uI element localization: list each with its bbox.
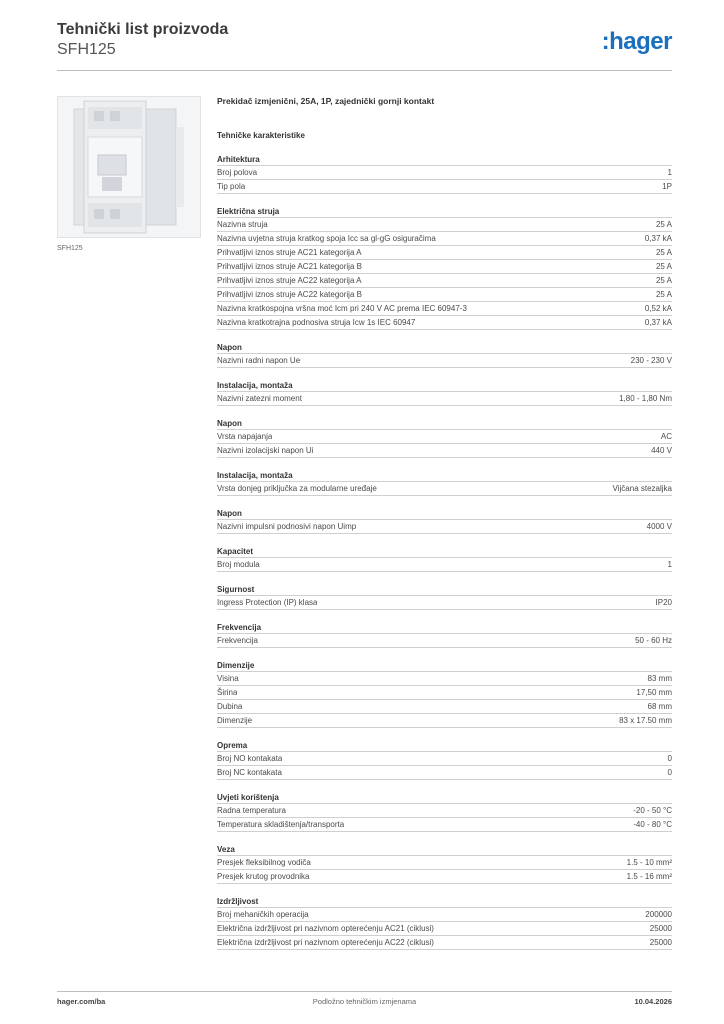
spec-label: Nazivni radni napon Ue (217, 356, 301, 365)
spec-section (217, 739, 672, 780)
section-title: Izdržljivost (217, 895, 672, 908)
spec-row (217, 260, 672, 274)
spec-label: Temperatura skladištenja/transporta (217, 820, 345, 829)
spec-value: 68 mm (647, 702, 672, 711)
section-title: Električna struja (217, 205, 672, 218)
spec-row (217, 596, 672, 610)
spec-label: Broj NC kontakata (217, 768, 282, 777)
spec-row (217, 354, 672, 368)
spec-value: 25000 (649, 924, 672, 933)
specification-panel (217, 96, 672, 961)
section-title: Instalacija, montaža (217, 469, 672, 482)
spec-value: 1,80 - 1,80 Nm (619, 394, 672, 403)
spec-label: Broj NO kontakata (217, 754, 283, 763)
footer-divider (57, 991, 672, 992)
spec-label: Broj modula (217, 560, 260, 569)
spec-value: 25 A (655, 220, 672, 229)
footer-website[interactable]: hager.com/ba (57, 997, 106, 1006)
product-code: SFH125 (57, 41, 116, 58)
spec-label: Visina (217, 674, 239, 683)
spec-row (217, 766, 672, 780)
spec-row (217, 302, 672, 316)
section-title: Frekvencija (217, 621, 672, 634)
spec-row (217, 166, 672, 180)
spec-value: 25 A (655, 276, 672, 285)
header-divider (57, 70, 672, 71)
spec-section (217, 621, 672, 648)
spec-row (217, 700, 672, 714)
spec-label: Prihvatljivi iznos struje AC21 kategorija A (217, 248, 362, 257)
spec-row (217, 218, 672, 232)
spec-row (217, 430, 672, 444)
spec-label: Nazivna struja (217, 220, 268, 229)
spec-label: Nazivni zatezni moment (217, 394, 302, 403)
spec-value: 50 - 60 Hz (635, 636, 672, 645)
spec-value: 4000 V (646, 522, 672, 531)
spec-row (217, 482, 672, 496)
product-image (57, 96, 201, 238)
spec-label: Dimenzije (217, 716, 253, 725)
spec-row (217, 922, 672, 936)
specification-sections (217, 153, 672, 950)
spec-value: 17,50 mm (636, 688, 672, 697)
spec-label: Broj polova (217, 168, 258, 177)
spec-section (217, 843, 672, 884)
spec-row (217, 870, 672, 884)
spec-row (217, 316, 672, 330)
spec-label: Nazivna kratkotrajna podnosiva struja Icw 1s IEC 60947 (217, 318, 416, 327)
spec-value: 1P (662, 182, 672, 191)
spec-row (217, 246, 672, 260)
spec-label: Broj mehaničkih operacija (217, 910, 309, 919)
spec-section (217, 659, 672, 728)
spec-value: 0 (667, 768, 672, 777)
spec-row (217, 274, 672, 288)
spec-label: Širina (217, 688, 238, 697)
section-title: Arhitektura (217, 153, 672, 166)
spec-label: Prihvatljivi iznos struje AC21 kategorija B (217, 262, 362, 271)
spec-row (217, 520, 672, 534)
spec-value: 1.5 - 16 mm² (626, 872, 672, 881)
logo-prefix: : (601, 28, 610, 55)
spec-row (217, 714, 672, 728)
spec-label: Presjek krutog provodnika (217, 872, 310, 881)
spec-row (217, 804, 672, 818)
spec-label: Nazivna kratkospojna vršna moć Icm pri 240 V AC prema IEC 60947-3 (217, 304, 467, 313)
spec-value: 25 A (655, 262, 672, 271)
spec-section (217, 895, 672, 950)
spec-label: Nazivni impulsni podnosivi napon Uimp (217, 522, 357, 531)
spec-section (217, 507, 672, 534)
page-header (57, 20, 672, 70)
technical-characteristics-heading: Tehničke karakteristike (217, 131, 305, 140)
spec-label: Tip pola (217, 182, 246, 191)
spec-value: 1.5 - 10 mm² (626, 858, 672, 867)
section-title: Oprema (217, 739, 672, 752)
spec-label: Dubina (217, 702, 243, 711)
spec-value: -40 - 80 °C (633, 820, 672, 829)
spec-value: 1 (667, 168, 672, 177)
spec-row (217, 936, 672, 950)
spec-label: Električna izdržljivost pri nazivnom opterećenju AC21 (ciklusi) (217, 924, 434, 933)
spec-label: Ingress Protection (IP) klasa (217, 598, 318, 607)
spec-value: 440 V (651, 446, 672, 455)
spec-value: 25 A (655, 248, 672, 257)
spec-row (217, 232, 672, 246)
spec-section (217, 379, 672, 406)
spec-row (217, 752, 672, 766)
spec-row (217, 180, 672, 194)
spec-value: 25 A (655, 290, 672, 299)
section-title: Sigurnost (217, 583, 672, 596)
spec-row (217, 288, 672, 302)
product-image-caption: SFH125 (57, 245, 83, 252)
spec-row (217, 634, 672, 648)
spec-section (217, 791, 672, 832)
spec-value: -20 - 50 °C (633, 806, 672, 815)
spec-label: Prihvatljivi iznos struje AC22 kategorija A (217, 276, 362, 285)
section-title: Dimenzije (217, 659, 672, 672)
spec-value: 0,37 kA (644, 234, 672, 243)
page-footer (57, 997, 672, 1009)
spec-section (217, 469, 672, 496)
section-title: Napon (217, 507, 672, 520)
spec-value: 200000 (645, 910, 672, 919)
section-title: Kapacitet (217, 545, 672, 558)
spec-row (217, 908, 672, 922)
spec-value: 1 (667, 560, 672, 569)
section-title: Napon (217, 417, 672, 430)
spec-label: Električna izdržljivost pri nazivnom opterećenju AC22 (ciklusi) (217, 938, 434, 947)
spec-value: 0 (667, 754, 672, 763)
footer-notice: Podložno tehničkim izmjenama (312, 997, 417, 1006)
spec-row (217, 856, 672, 870)
spec-row (217, 686, 672, 700)
spec-label: Prihvatljivi iznos struje AC22 kategorija B (217, 290, 362, 299)
logo-text: hager (609, 28, 672, 55)
spec-section (217, 153, 672, 194)
spec-label: Nazivna uvjetna struja kratkog spoja Icc sa gl-gG osiguračima (217, 234, 436, 243)
spec-section (217, 545, 672, 572)
spec-value: 0,52 kA (644, 304, 672, 313)
spec-label: Radna temperatura (217, 806, 286, 815)
spec-value: IP20 (655, 598, 672, 607)
spec-section (217, 205, 672, 330)
spec-row (217, 444, 672, 458)
spec-value: Vijčana stezaljka (612, 484, 672, 493)
footer-date: 10.04.2026 (634, 997, 672, 1006)
spec-row (217, 392, 672, 406)
spec-section (217, 583, 672, 610)
spec-section (217, 417, 672, 458)
spec-value: 0,37 kA (644, 318, 672, 327)
switch-illustration (58, 97, 200, 237)
document-title: Tehnički list proizvoda (57, 21, 229, 38)
section-title: Instalacija, montaža (217, 379, 672, 392)
spec-value: 83 mm (647, 674, 672, 683)
spec-label: Nazivni izolacijski napon Ui (217, 446, 314, 455)
spec-section (217, 341, 672, 368)
section-title: Veza (217, 843, 672, 856)
spec-label: Presjek fleksibilnog vodiča (217, 858, 311, 867)
spec-row (217, 672, 672, 686)
spec-label: Frekvencija (217, 636, 258, 645)
product-description: Prekidač izmjenični, 25A, 1P, zajednički gornji kontakt (217, 96, 435, 106)
spec-row (217, 558, 672, 572)
spec-value: 83 x 17.50 mm (619, 716, 672, 725)
section-title: Uvjeti korištenja (217, 791, 672, 804)
section-title: Napon (217, 341, 672, 354)
hager-logo (602, 28, 672, 56)
spec-value: 230 - 230 V (630, 356, 672, 365)
spec-label: Vrsta napajanja (217, 432, 273, 441)
spec-value: AC (660, 432, 672, 441)
spec-value: 25000 (649, 938, 672, 947)
spec-row (217, 818, 672, 832)
spec-label: Vrsta donjeg priključka za modularne uređaje (217, 484, 377, 493)
